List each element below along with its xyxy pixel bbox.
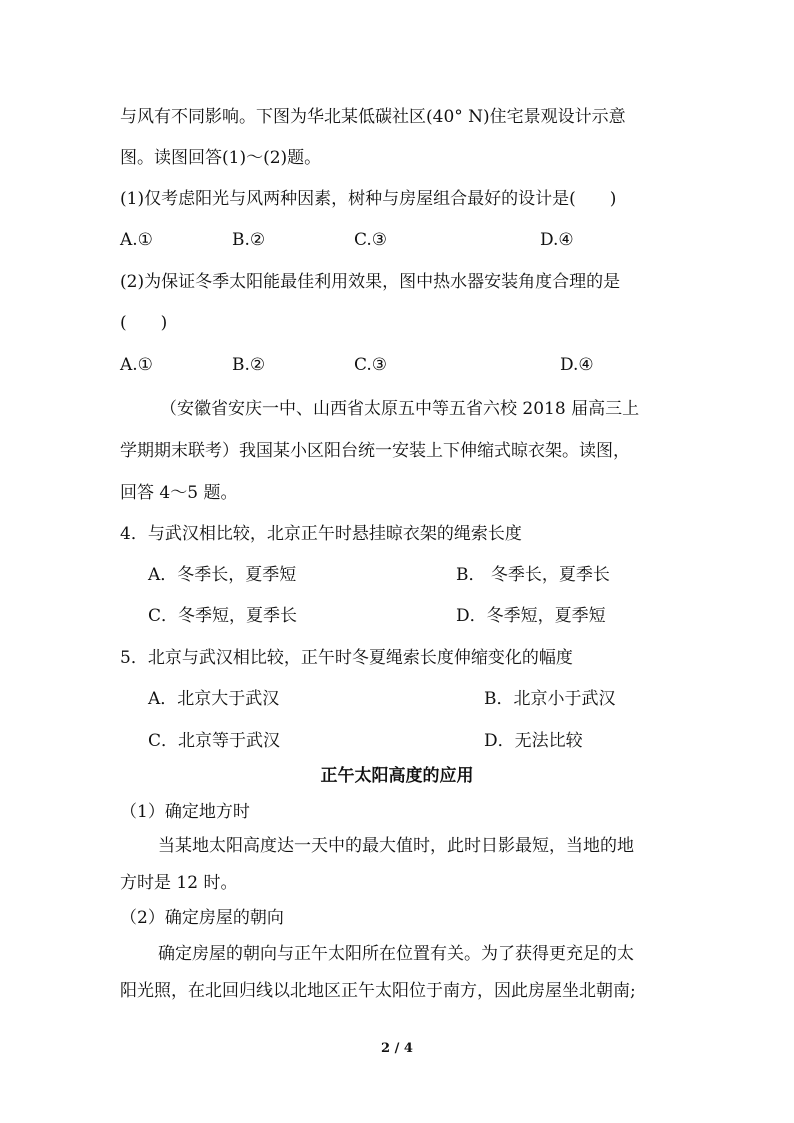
section-item-2-line-1: 确定房屋的朝向与正午太阳所在位置有关。为了获得更充足的太 <box>158 944 634 964</box>
question-5-option-b: B．北京小于武汉 <box>484 689 616 709</box>
question-4-option-a: A．冬季长，夏季短 <box>148 565 297 585</box>
question-4-option-b: B． 冬季长，夏季长 <box>456 565 610 585</box>
question-1-option-a: A.① <box>120 230 153 250</box>
question-1-option-c: C.③ <box>354 230 388 250</box>
source-line-1: （安徽省安庆一中、山西省太原五中等五省六校 2018 届高三上 <box>160 399 640 419</box>
question-4-option-d: D．冬季短，夏季短 <box>456 606 606 626</box>
question-5-option-a: A．北京大于武汉 <box>148 689 280 709</box>
source-line-3: 回答 4～5 题。 <box>120 483 238 503</box>
section-item-2-line-2: 阳光照，在北回归线以北地区正午太阳位于南方，因此房屋坐北朝南; <box>120 981 636 1001</box>
question-2-stem-bracket: ( ) <box>120 313 168 333</box>
question-5-option-c: C．北京等于武汉 <box>148 731 281 751</box>
page-number: 2 / 4 <box>381 1041 413 1056</box>
source-line-2: 学期期末联考）我国某小区阳台统一安装上下伸缩式晾衣架。读图， <box>120 441 630 461</box>
intro-line-1: 与风有不同影响。下图为华北某低碳社区(40° N)住宅景观设计示意 <box>120 107 626 127</box>
question-2-option-d: D.④ <box>560 355 594 375</box>
section-title: 正午太阳高度的应用 <box>320 766 474 786</box>
intro-line-2: 图。读图回答(1)～(2)题。 <box>120 148 322 168</box>
question-5-stem: 5．北京与武汉相比较，正午时冬夏绳索长度伸缩变化的幅度 <box>120 648 573 668</box>
question-4-option-c: C．冬季短，夏季长 <box>148 606 298 626</box>
question-1-stem: (1)仅考虑阳光与风两种因素，树种与房屋组合最好的设计是( ) <box>120 189 617 209</box>
question-1-option-d: D.④ <box>540 230 574 250</box>
question-5-option-d: D．无法比较 <box>484 731 583 751</box>
section-item-1-line-1: 当某地太阳高度达一天中的最大值时，此时日影最短，当地的地 <box>158 836 634 856</box>
question-2-stem: (2)为保证冬季太阳能最佳利用效果，图中热水器安装角度合理的是 <box>120 272 621 292</box>
question-1-option-b: B.② <box>232 230 266 250</box>
section-item-2-title: （2）确定房屋的朝向 <box>120 908 284 928</box>
question-2-option-a: A.① <box>120 355 153 375</box>
question-2-option-c: C.③ <box>354 355 388 375</box>
section-item-1-line-2: 方时是 12 时。 <box>120 873 238 893</box>
question-2-option-b: B.② <box>232 355 266 375</box>
question-4-stem: 4．与武汉相比较，北京正午时悬挂晾衣架的绳索长度 <box>120 524 522 544</box>
section-item-1-title: （1）确定地方时 <box>120 802 250 822</box>
